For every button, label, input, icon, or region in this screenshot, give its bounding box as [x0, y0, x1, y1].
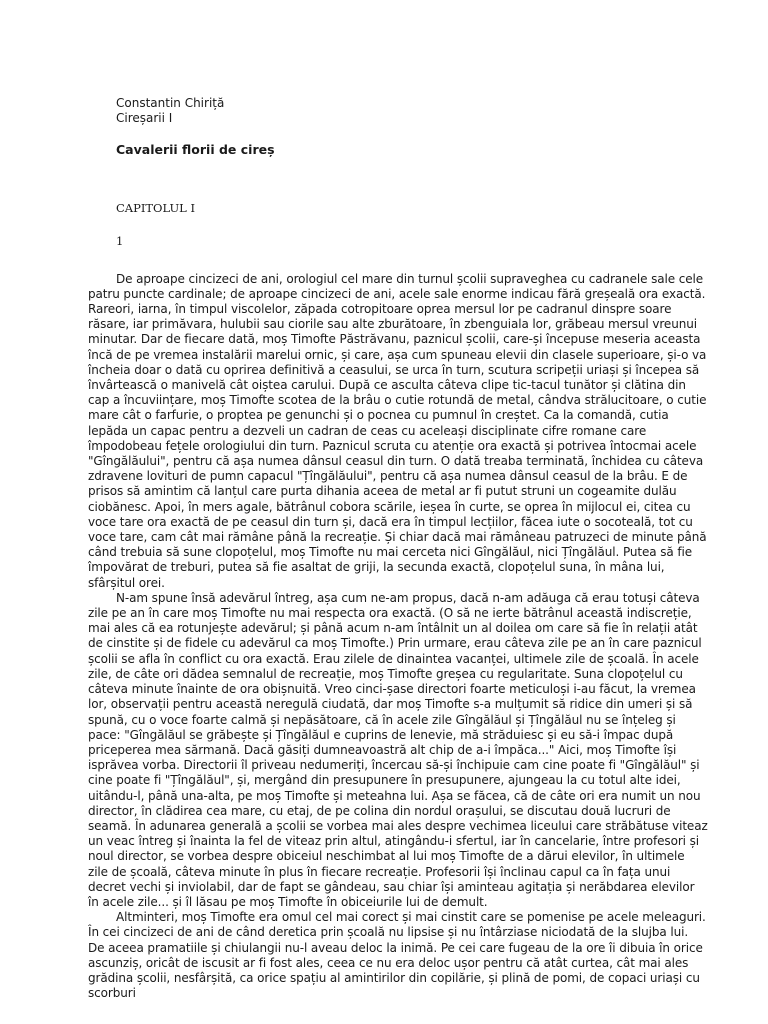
paragraph-2: N-am spune însă adevărul întreg, așa cum ne-am propus, dacă n-am adăuga că erau totuși câteva zile pe an în care moș Timofte nu mai respecta ora exactă. (O să ne ierte bătrânul această indiscreție, mai ales că ea rotunjește adevărul; și până acum n-am întâlnit un al doilea om care să fie în relații atât de cinstite și de fidele cu adevărul ca moș Timofte.) Prin urmare, erau câteva zile pe an în care paznicul școlii se afla în conflict cu ora exactă. Erau zilele de dinaintea vacanței, ultimele zile de școală. În acele zile, de câte ori dădea semnalul de recreație, moș Timofte greșea cu regularitate. Suna clopoțelul cu câteva minute înainte de ora obișnuită. Vreo cinci-șase directori foarte meticuloși i-au făcut, la vremea lor, observații pentru această neregulă ciudată, dar moș Timofte s-a mulțumit să ridice din umeri și să spună, cu o voce foarte calmă și nepăsătoare, că în acele zile Gîngălăul și Țîngălăul nu se înțeleg și pace: "Gîngălăul se grăbește și Țîngălăul e cuprins de lenevie, mă străduiesc și eu să-i împac după priceperea mea sărmană. Dacă găsiți dumneavoastră alt chip de a-i împăca..." Aici, moș Timofte își isprăvea vorba. Directorii îl priveau nedumeriți, încercau să-și închipuie cam cine poate fi "Gîngălăul" și cine poate fi "Țîngălăul", și, mergând din presupunere în presupunere, ajungeau la cu totul alte idei, uitându-l, până una-alta, pe moș Timofte și meteahna lui. Așa se făcea, că de câte ori era numit un nou director, în clădirea cea mare, cu etaj, de pe colina din nordul orașului, se discutau două lucruri de seamă. În adunarea generală a școlii se vorbea mai ales despre vechimea liceului care străbătuse viteaz un veac întreg și înainta la fel de viteaz prin altul, atingându-i sfertul, iar în cancelarie, între profesori și noul director, se vorbea despre obiceiul neschimbat al lui moș Timofte de a dărui elevilor, în ultimele zile de școală, câteva minute în plus în fiecare recreație. Profesorii își înclinau capul ca în fața unui decret vechi și inviolabil, dar de fapt se gândeau, sau chiar își aminteau agitația și nerăbdarea elevilor în acele zile... și îl lăsau pe moș Timofte în obiceiurile lui de demult.	[88, 590, 708, 909]
section-number: 1	[116, 234, 124, 249]
paragraph-1: De aproape cincizeci de ani, orologiul cel mare din turnul școlii supraveghea cu cadranele sale cele patru puncte cardinale; de aproape cincizeci de ani, acele sale enorme indicau fără greșeală ora exactă. Rareori, iarna, în timpul viscolelor, zăpada cotropitoare oprea mersul lor pe cadranul dinspre soare răsare, iar primăvara, hulubii sau ciorile sau alte zburătoare, în zbenguiala lor, grăbeau mersul vreunui minutar. Dar de fiecare dată, moș Timofte Păstrăvanu, paznicul școlii, care-și începuse meseria aceasta încă de pe vremea instalării marelui ornic, și care, așa cum spuneau elevii din clasele superioare, și-o va încheia doar o dată cu oprirea definitivă a ceasului, se urca în turn, scutura scripeții uriași și începea să învârtească o manivelă cât oiștea carului. După ce asculta câteva clipe tic-tacul tunător și clătina din cap a încuviințare, moș Timofte scotea de la brâu o cutie rotundă de metal, cândva strălucitoare, o cutie mare cât o farfurie, o proptea pe genunchi și o pocnea cu pumnul în creștet. Ca la comandă, cutia lepăda un capac pentru a dezveli un cadran de ceas cu aceleași disciplinate cifre romane care împodobeau fețele orologiului din turn. Paznicul scruta cu atenție ora exactă și potrivea întocmai acele "Gîngălăului", pentru că așa numea dânsul ceasul din turn. O dată treaba terminată, închidea cu câteva zdravene lovituri de pumn capacul "Țîngălăului", pentru că așa numea dânsul ceasul de la brâu. E de prisos să amintim că lanțul care purta dihania aceea de metal ar fi putut struni un cogeamite dulău ciobănesc. Apoi, în mers agale, bătrânul cobora scările, ieșea în curte, se oprea în mijlocul ei, citea cu voce tare ora exactă de pe ceasul din turn și, dacă era în timpul lecțiilor, făcea iute o socoteală, tot cu voce tare, cam cât mai rămâne până la recreație. Și chiar dacă mai rămâneau patruzeci de minute până când trebuia să sune clopoțelul, moș Timofte nu mai cerceta nici Gîngălăul, nici Țîngălăul. Putea să fie împovărat de treburi, putea să fie asaltat de griji, la secunda exactă, clopoțelul suna, în mâna lui, sfârșitul orei.	[88, 271, 707, 590]
book-title: Cavalerii florii de cireș	[116, 142, 275, 157]
body-text	[88, 272, 708, 1002]
series-name: Cireșarii I	[116, 111, 173, 125]
paragraph-3: Altminteri, moș Timofte era omul cel mai corect și mai cinstit care se pomenise pe acele meleaguri. În cei cincizeci de ani de când deretica prin școală nu lipsise și nu întârziase niciodată de la slujba lui. De aceea pramatiile și chiulangii nu-l aveau deloc la inimă. Pe cei care fugeau de la ore îi dibuia în orice ascunziș, oricât de iscusit ar fi fost ales, ceea ce nu era deloc ușor pentru că atât curtea, cât mai ales grădina școlii, nesfârșită, ca orice spațiu al amintirilor din copilărie, și plină de pomi, de copaci uriași cu scorburi	[88, 910, 706, 1001]
author-name: Constantin Chiriță	[116, 96, 225, 110]
chapter-heading: CAPITOLUL I	[116, 201, 196, 216]
